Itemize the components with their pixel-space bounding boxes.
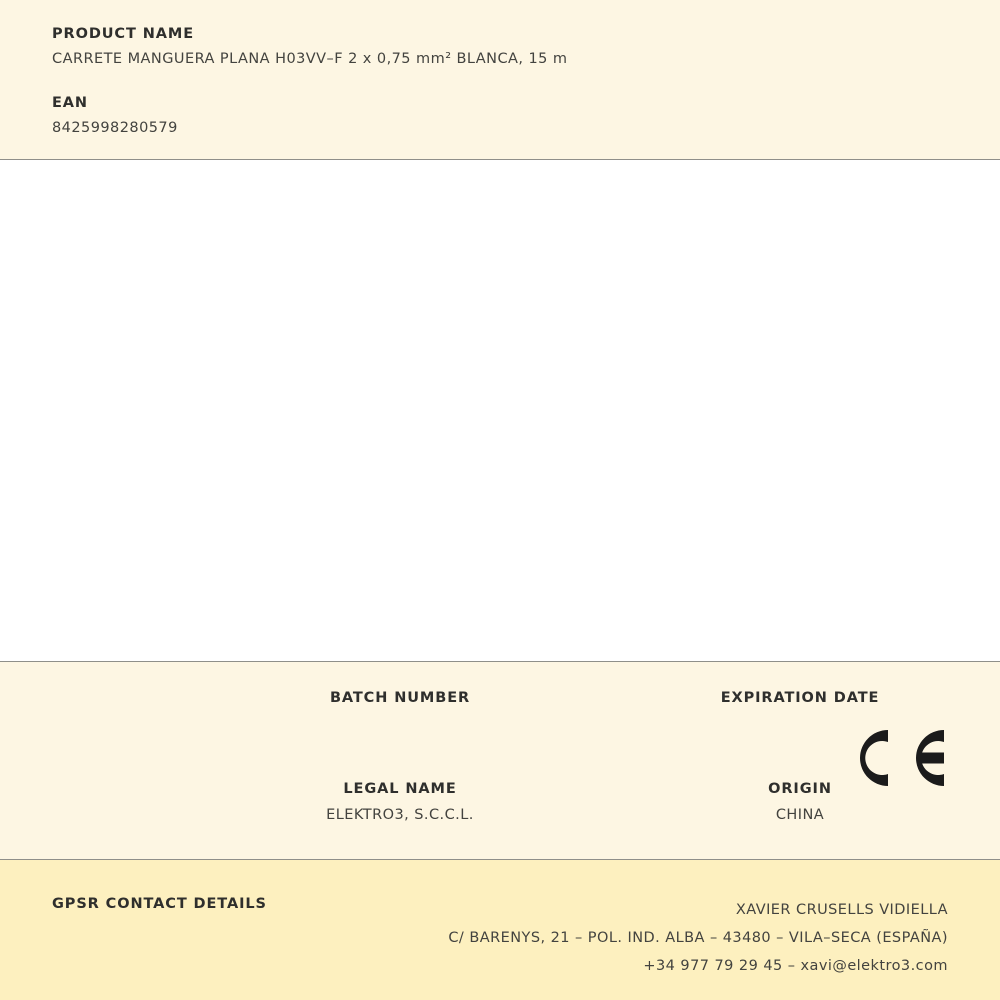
product-image-area [0,160,1000,662]
product-name-label: PRODUCT NAME [52,26,195,42]
gpsr-contact-lines [448,896,948,980]
batch-number-cell [200,690,600,733]
gpsr-label: GPSR CONTACT DETAILS [52,896,267,912]
ce-marking-icon [848,724,948,792]
gpsr-footer [0,860,1000,1000]
info-row-batch-expiration [0,662,1000,733]
batch-number-value [200,716,600,733]
gpsr-contact-name: XAVIER CRUSELLS VIDIELLA [735,902,948,918]
product-info-block [0,662,1000,860]
info-spacer-left-2 [0,781,200,824]
expiration-date-label: EXPIRATION DATE [720,690,880,706]
product-header-block [0,0,1000,160]
legal-name-cell [200,781,600,824]
origin-value: CHINA [775,807,825,823]
ean-value: 8425998280579 [52,120,178,136]
gpsr-contact-phone-email: +34 977 79 29 45 – xavi@elektro3.com [643,958,948,974]
product-name-field [0,26,1000,67]
product-name-value: CARRETE MANGUERA PLANA H03VV–F 2 x 0,75 mm² BLANCA, 15 m [52,51,568,67]
origin-label: ORIGIN [768,781,832,797]
ean-field [0,95,1000,136]
ean-label: EAN [52,95,88,111]
batch-number-label: BATCH NUMBER [329,690,471,706]
info-spacer-left [0,690,200,733]
legal-name-value: ELEKTRO3, S.C.C.L. [326,807,474,823]
gpsr-contact-address: C/ BARENYS, 21 – POL. IND. ALBA – 43480 – VILA–SECA (ESPAÑA) [448,930,948,946]
legal-name-label: LEGAL NAME [343,781,457,797]
